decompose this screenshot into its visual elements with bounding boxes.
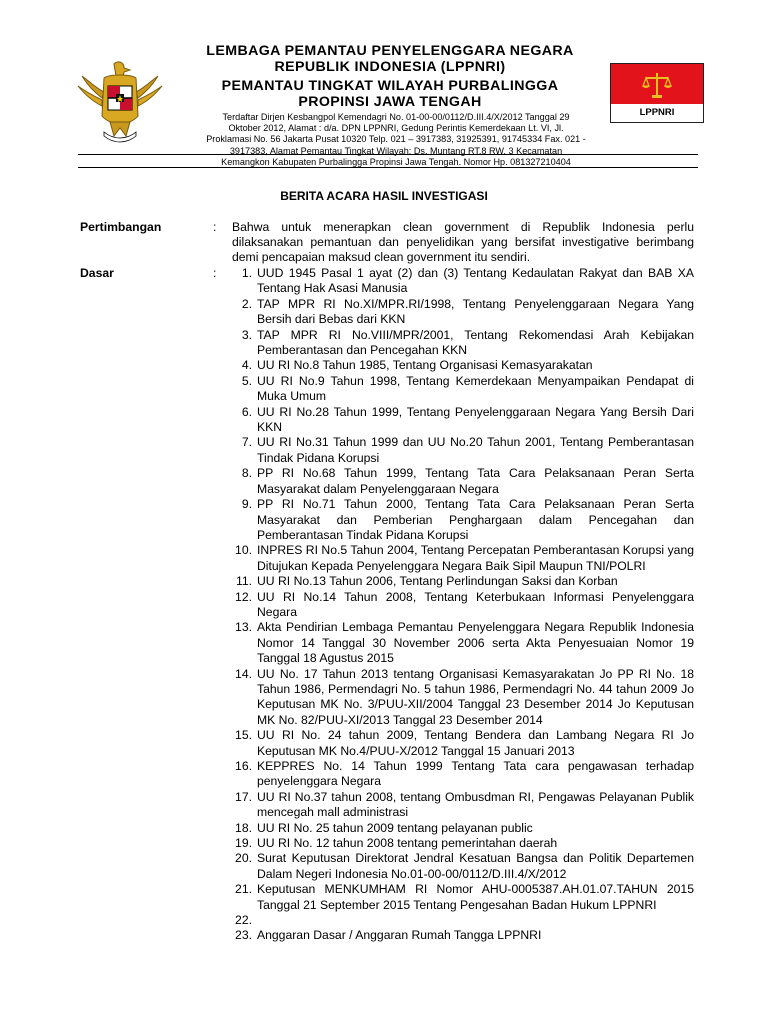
list-item bbox=[228, 328, 694, 359]
list-item-number: 13. bbox=[235, 620, 252, 635]
list-item-text: TAP MPR RI No.VIII/MPR/2001, Tentang Rekomendasi Arah Kebijakan Pemberantasan dan Pencegahan KKN bbox=[257, 327, 694, 358]
list-item bbox=[228, 913, 694, 928]
list-item-text: UU RI No.8 Tahun 1985, Tentang Organisasi Kemasyarakatan bbox=[257, 358, 593, 373]
list-item bbox=[228, 882, 694, 913]
list-item-number: 9. bbox=[241, 497, 252, 512]
address-line: Oktober 2012, Alamat : d/a. DPN LPPNRI, Gedung Perintis Kemerdekaan Lt. VI, Jl. bbox=[228, 123, 564, 134]
list-item-number: 23. bbox=[235, 928, 252, 943]
list-item bbox=[228, 928, 694, 943]
header-divider bbox=[78, 167, 698, 168]
list-item bbox=[228, 790, 694, 821]
list-item bbox=[228, 405, 694, 436]
garuda-emblem-icon bbox=[74, 56, 166, 148]
list-item-text: INPRES RI No.5 Tahun 2004, Tentang Percepatan Pemberantasan Korupsi yang Ditujukan Kepada Penyelenggara Negara Baik Sipil Maupun TNI/POLRI bbox=[257, 543, 694, 573]
list-item-text: UU RI No.13 Tahun 2006, Tentang Perlindungan Saksi dan Korban bbox=[257, 574, 618, 589]
list-item bbox=[228, 435, 694, 466]
lppnri-flag bbox=[610, 63, 704, 123]
pertimbangan-text: Bahwa untuk menerapkan clean government di Republik Indonesia perlu dilaksanakan pemantuan dan penyelidikan yang bersifat investigative berimbang demi pencapaian maksud clean government itu sendiri. bbox=[232, 220, 694, 265]
document-title: BERITA ACARA HASIL INVESTIGASI bbox=[280, 189, 488, 203]
flag-label: LPPNRI bbox=[639, 107, 675, 118]
header-divider bbox=[78, 154, 698, 155]
pertimbangan-colon: : bbox=[213, 220, 217, 234]
list-item bbox=[228, 851, 694, 882]
list-item bbox=[228, 466, 694, 497]
list-item-number: 15. bbox=[235, 728, 252, 743]
list-item-number: 4. bbox=[241, 358, 252, 373]
list-item bbox=[228, 620, 694, 666]
list-item-number: 10. bbox=[235, 543, 252, 558]
list-item-text: Surat Keputusan Direktorat Jendral Kesatuan Bangsa dan Politik Departemen Dalam Negeri Indonesia No.01-00-00/0112/D.III.4/X/2012 bbox=[257, 851, 694, 881]
list-item bbox=[228, 667, 694, 729]
list-item-text: Akta Pendirian Lembaga Pemantau Penyelenggara Negara Republik Indonesia Nomor 14 Tanggal 30 November 2006 serta Akta Penyesuaian Nomor 19 Tanggal 18 Agustus 2015 bbox=[257, 620, 694, 666]
list-item bbox=[228, 759, 694, 790]
org-name-line4: PROPINSI JAWA TENGAH bbox=[298, 94, 482, 110]
list-item-text: KEPPRES No. 14 Tahun 1999 Tentang Tata cara pengawasan terhadap penyelenggara Negara bbox=[257, 759, 694, 789]
address-line: 3917383, Alamat Pemantau Tingkat Wilayah: Ds. Muntang RT.8 RW. 3 Kecamatan bbox=[229, 145, 563, 156]
scales-icon bbox=[641, 70, 673, 100]
list-item-number: 6. bbox=[241, 404, 252, 419]
list-item-number: 5. bbox=[241, 373, 252, 388]
dasar-label: Dasar bbox=[80, 266, 114, 280]
list-item-number: 17. bbox=[235, 789, 252, 804]
org-name-line2: REPUBLIK INDONESIA (LPPNRI) bbox=[274, 59, 506, 75]
list-item-text: TAP MPR RI No.XI/MPR.RI/1998, Tentang Penyelenggaraan Negara Yang Bersih dari Bebas dari KKN bbox=[257, 296, 694, 327]
list-item-number: 1. bbox=[241, 266, 252, 280]
list-item bbox=[228, 266, 694, 297]
address-line: Kemangkon Kabupaten Purbalingga Propinsi Jawa Tengah. Nomor Hp. 081327210404 bbox=[221, 156, 571, 167]
list-item bbox=[228, 497, 694, 543]
list-item bbox=[228, 374, 694, 405]
list-item-number: 3. bbox=[241, 327, 252, 342]
list-item bbox=[228, 836, 694, 851]
dasar-colon: : bbox=[213, 266, 217, 280]
list-item-number: 2. bbox=[241, 296, 252, 311]
list-item-text: UU RI No. 24 tahun 2009, Tentang Bendera dan Lambang Negara RI Jo Keputusan MK No.4/PUU-X/2012 Tanggal 15 Januari 2013 bbox=[257, 728, 694, 758]
list-item-text: UU RI No.37 tahun 2008, tentang Ombusdman RI, Pengawas Pelayanan Publik mencegah mall administrasi bbox=[257, 789, 694, 820]
list-item-text: PP RI No.68 Tahun 1999, Tentang Tata Cara Pelaksanaan Peran Serta Masyarakat dalam Penyelenggaraan Negara bbox=[257, 466, 694, 496]
list-item bbox=[228, 821, 694, 836]
org-name-line1: LEMBAGA PEMANTAU PENYELENGGARA NEGARA bbox=[206, 43, 574, 59]
list-item-number: 22. bbox=[235, 913, 252, 928]
list-item-number: 14. bbox=[235, 666, 252, 681]
list-item-text: UU RI No.31 Tahun 1999 dan UU No.20 Tahun 2001, Tentang Pemberantasan Tindak Pidana Korupsi bbox=[257, 435, 694, 465]
list-item-text: UU RI No.28 Tahun 1999, Tentang Penyelenggaraan Negara Yang Bersih Dari KKN bbox=[257, 404, 694, 435]
list-item bbox=[228, 574, 694, 589]
org-name-line3: PEMANTAU TINGKAT WILAYAH PURBALINGGA bbox=[221, 78, 559, 94]
list-item-number: 8. bbox=[241, 466, 252, 481]
list-item-text: UU RI No.14 Tahun 2008, Tentang Keterbukaan Informasi Penyelenggara Negara bbox=[257, 589, 694, 619]
list-item-text bbox=[257, 913, 694, 928]
list-item bbox=[228, 358, 694, 373]
list-item-number: 18. bbox=[235, 820, 252, 835]
list-item-number: 11. bbox=[235, 574, 252, 589]
org-address bbox=[176, 112, 616, 168]
list-item-text: UUD 1945 Pasal 1 ayat (2) dan (3) Tentang Kedaulatan Rakyat dan BAB XA Tentang Hak Asasi Manusia bbox=[257, 266, 694, 296]
list-item-text: Keputusan MENKUMHAM RI Nomor AHU-0005387.AH.01.07.TAHUN 2015 Tanggal 21 September 2015 Tentang Pengesahan Badan Hukum LPPNRI bbox=[257, 882, 694, 912]
list-item-number: 19. bbox=[235, 836, 252, 851]
list-item-text: UU RI No. 25 tahun 2009 tentang pelayanan public bbox=[257, 820, 533, 835]
list-item bbox=[228, 590, 694, 621]
list-item-text: UU RI No. 12 tahun 2008 tentang pemerintahan daerah bbox=[257, 836, 558, 851]
list-item bbox=[228, 543, 694, 574]
address-line: Terdaftar Dirjen Kesbangpol Kemendagri No. 01-00-00/0112/D.III.4/X/2012 Tanggal 29 bbox=[222, 112, 570, 122]
list-item-number: 21. bbox=[235, 882, 252, 897]
address-line: Proklamasi No. 56 Jakarta Pusat 10320 Telp. 021 – 3917383, 31925391, 91745334 Fax. 021 - bbox=[206, 134, 586, 145]
list-item-number: 20. bbox=[235, 851, 252, 866]
list-item-text: UU RI No.9 Tahun 1998, Tentang Kemerdekaan Menyampaikan Pendapat di Muka Umum bbox=[257, 373, 694, 404]
list-item-number: 12. bbox=[235, 589, 252, 604]
pertimbangan-label: Pertimbangan bbox=[80, 220, 162, 234]
list-item bbox=[228, 297, 694, 328]
list-item-number: 7. bbox=[241, 435, 252, 450]
list-item bbox=[228, 728, 694, 759]
list-item-text: UU No. 17 Tahun 2013 tentang Organisasi Kemasyarakatan Jo PP RI No. 18 Tahun 1986, Permendagri No. 5 tahun 1986, Permendagri No. 44 tahun 2009 Jo Keputusan MK No. 3/PUU-XII/2004 Tanggal 23 Desember 2014 Jo Keputusan MK No. 82/PUU-XI/2013 Tanggal 23 Desember 2014 bbox=[257, 666, 694, 727]
dasar-list bbox=[228, 266, 694, 944]
list-item-number: 16. bbox=[235, 759, 252, 773]
list-item-text: PP RI No.71 Tahun 2000, Tentang Tata Cara Pelaksanaan Peran Serta Masyarakat dan Pemberian Penghargaan dalam Pencegahan dan Pemberantasan Tindak Pidana Korupsi bbox=[257, 497, 694, 542]
list-item-text: Anggaran Dasar / Anggaran Rumah Tangga LPPNRI bbox=[257, 928, 542, 943]
